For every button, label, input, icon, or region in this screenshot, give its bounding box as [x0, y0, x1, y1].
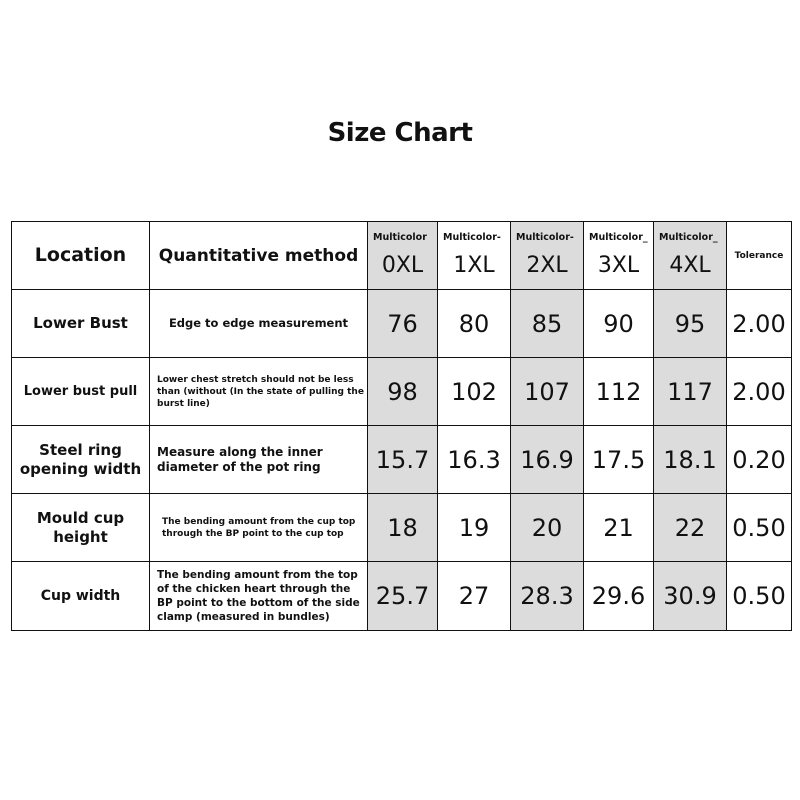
row-value: 22: [654, 494, 727, 562]
row-value: 16.3: [438, 426, 511, 494]
size-label: 3XL: [597, 252, 640, 278]
row-value: 95: [654, 290, 727, 358]
row-tolerance: 0.50: [727, 494, 792, 562]
row-location: Lower bust pull: [12, 358, 150, 426]
row-value: 25.7: [368, 562, 438, 631]
size-label: 1XL: [453, 252, 495, 278]
row-location: Mould cup height: [12, 494, 150, 562]
header-method: Quantitative method: [150, 222, 368, 290]
row-tolerance: 0.50: [727, 562, 792, 631]
row-value: 18.1: [654, 426, 727, 494]
page-title: Size Chart: [327, 118, 473, 148]
row-value: 20: [511, 494, 584, 562]
row-location: Lower Bust: [12, 290, 150, 358]
row-value: 102: [438, 358, 511, 426]
table-row: [12, 494, 792, 562]
row-value: 29.6: [584, 562, 654, 631]
row-method: The bending amount from the cup top through the BP point to the cup top: [150, 494, 368, 562]
row-value: 76: [368, 290, 438, 358]
row-value: 15.7: [368, 426, 438, 494]
size-label: 0XL: [381, 252, 424, 278]
header-size-1xl: [438, 222, 511, 290]
row-value: 16.9: [511, 426, 584, 494]
row-method: Lower chest stretch should not be less than (without (In the state of pulling the burst line): [150, 358, 368, 426]
row-value: 27: [438, 562, 511, 631]
header-size-2xl: [511, 222, 584, 290]
row-value: 18: [368, 494, 438, 562]
row-location: Steel ring opening width: [12, 426, 150, 494]
header-location: Location: [12, 222, 150, 290]
row-value: 19: [438, 494, 511, 562]
size-label: 2XL: [526, 252, 568, 278]
row-value: 80: [438, 290, 511, 358]
header-tolerance: Tolerance: [727, 222, 792, 290]
row-tolerance: 2.00: [727, 290, 792, 358]
table-row: [12, 562, 792, 631]
size-label: 4XL: [669, 252, 711, 278]
row-value: 117: [654, 358, 727, 426]
header-row: [12, 222, 792, 290]
row-location: Cup width: [12, 562, 150, 631]
row-value: 90: [584, 290, 654, 358]
size-prefix: Multicolor_: [659, 231, 718, 243]
row-method: Edge to edge measurement: [150, 290, 368, 358]
row-value: 98: [368, 358, 438, 426]
row-value: 30.9: [654, 562, 727, 631]
row-method: Measure along the inner diameter of the pot ring: [150, 426, 368, 494]
row-tolerance: 0.20: [727, 426, 792, 494]
table-row: [12, 358, 792, 426]
size-chart-table: [11, 221, 792, 631]
row-value: 112: [584, 358, 654, 426]
header-size-3xl: [584, 222, 654, 290]
row-value: 21: [584, 494, 654, 562]
table-row: [12, 426, 792, 494]
row-value: 85: [511, 290, 584, 358]
row-value: 17.5: [584, 426, 654, 494]
size-prefix: Multicolor-: [516, 231, 574, 243]
row-value: 28.3: [511, 562, 584, 631]
table-row: [12, 290, 792, 358]
row-method: The bending amount from the top of the chicken heart through the BP point to the bottom of the side clamp (measured in bundles): [150, 562, 368, 631]
header-size-4xl: [654, 222, 727, 290]
size-prefix: Multicolor_: [589, 231, 648, 243]
size-prefix: Multicolor: [373, 231, 427, 243]
header-size-0xl: [368, 222, 438, 290]
row-tolerance: 2.00: [727, 358, 792, 426]
size-prefix: Multicolor-: [443, 231, 501, 243]
row-value: 107: [511, 358, 584, 426]
